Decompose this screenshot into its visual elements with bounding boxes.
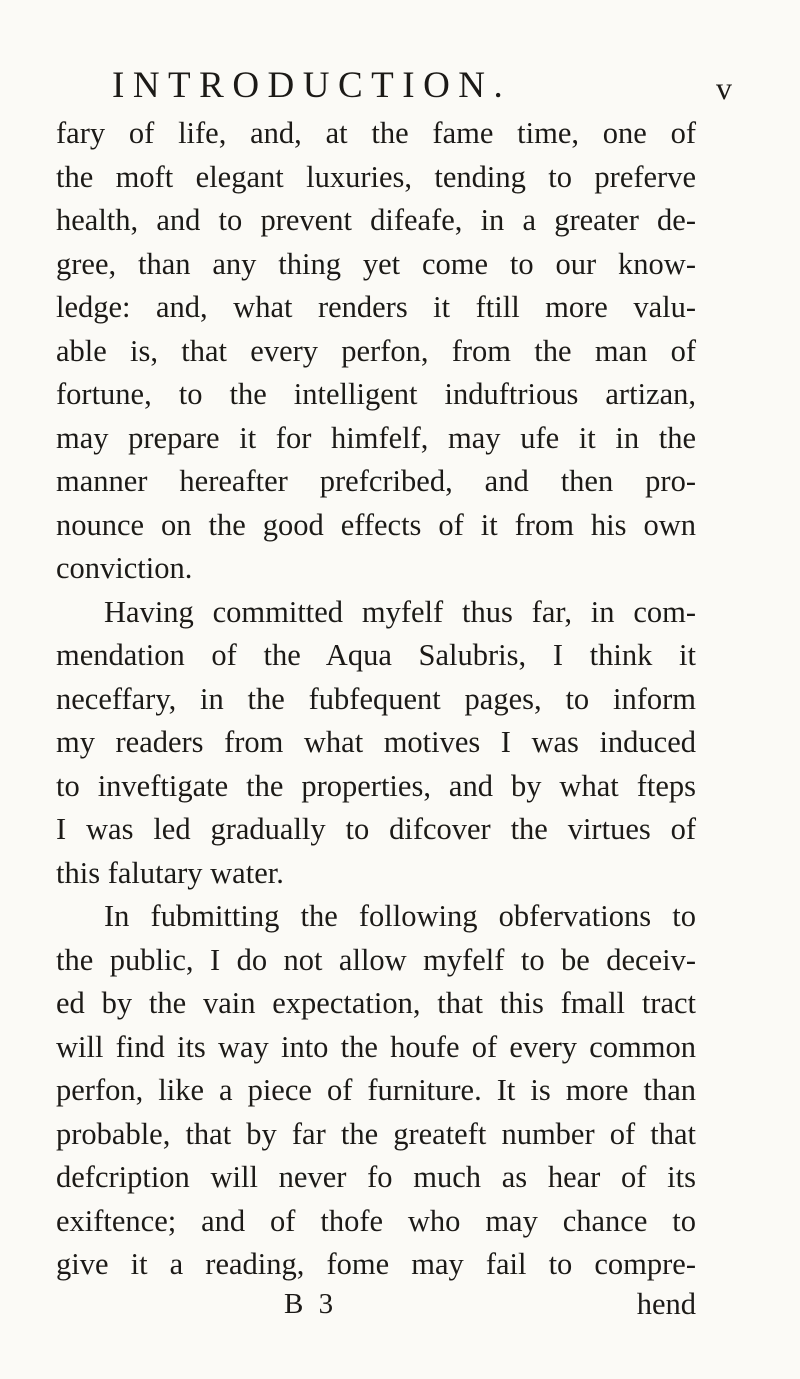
signature-mark: B 3 (284, 1288, 338, 1320)
page-footer (56, 1283, 696, 1326)
text-line: exiftence; and of thofe who may chance to (56, 1203, 696, 1238)
paragraph-start-line: In fubmitting the following obfervations to (104, 899, 696, 933)
text-line: probable, that by far the greateft number of that (56, 1116, 696, 1151)
text-line: give it a reading, fome may fail to compre- (56, 1247, 696, 1281)
text-line: nounce on the good effects of it from his own (56, 507, 696, 542)
text-line: defcription will never fo much as hear of its (56, 1160, 696, 1194)
text-line: to inveftigate the properties, and by what fteps (56, 768, 696, 803)
text-line: ed by the vain expectation, that this fmall tract (56, 986, 696, 1020)
text-line: gree, than any thing yet come to our know- (56, 246, 696, 281)
page-number: v (716, 70, 732, 106)
text-line: health, and to prevent difeafe, in a greater de- (56, 203, 696, 237)
catchword: hend (636, 1287, 696, 1321)
running-header (112, 64, 732, 108)
text-line: manner hereafter prefcribed, and then pro- (56, 464, 696, 498)
text-line: neceffary, in the fubfequent pages, to inform (56, 681, 696, 716)
text-line: will find its way into the houfe of every common (56, 1029, 696, 1064)
text-line: able is, that every perfon, from the man of (56, 333, 696, 368)
text-line: conviction. (56, 551, 193, 585)
text-line: perfon, like a piece of furniture. It is more than (56, 1073, 696, 1107)
text-line: I was led gradually to difcover the virtues of (56, 812, 696, 846)
text-line: my readers from what motives I was induced (56, 725, 696, 759)
text-line: mendation of the Aqua Salubris, I think it (56, 638, 696, 672)
paragraph-start-line: Having committed myfelf thus far, in com- (104, 594, 696, 629)
text-line: the public, I do not allow myfelf to be deceiv- (56, 942, 696, 977)
text-line: fortune, to the intelligent induftrious artizan, (56, 377, 696, 411)
text-line: may prepare it for himfelf, may ufe it in the (56, 420, 696, 455)
body-text (56, 112, 696, 1287)
running-title: INTRODUCTION. (112, 65, 512, 106)
text-line: ledge: and, what renders it ftill more valu- (56, 290, 696, 324)
text-line: this falutary water. (56, 855, 284, 890)
text-line: fary of life, and, at the fame time, one of (56, 116, 696, 150)
text-line: the moft elegant luxuries, tending to preferve (56, 159, 696, 194)
